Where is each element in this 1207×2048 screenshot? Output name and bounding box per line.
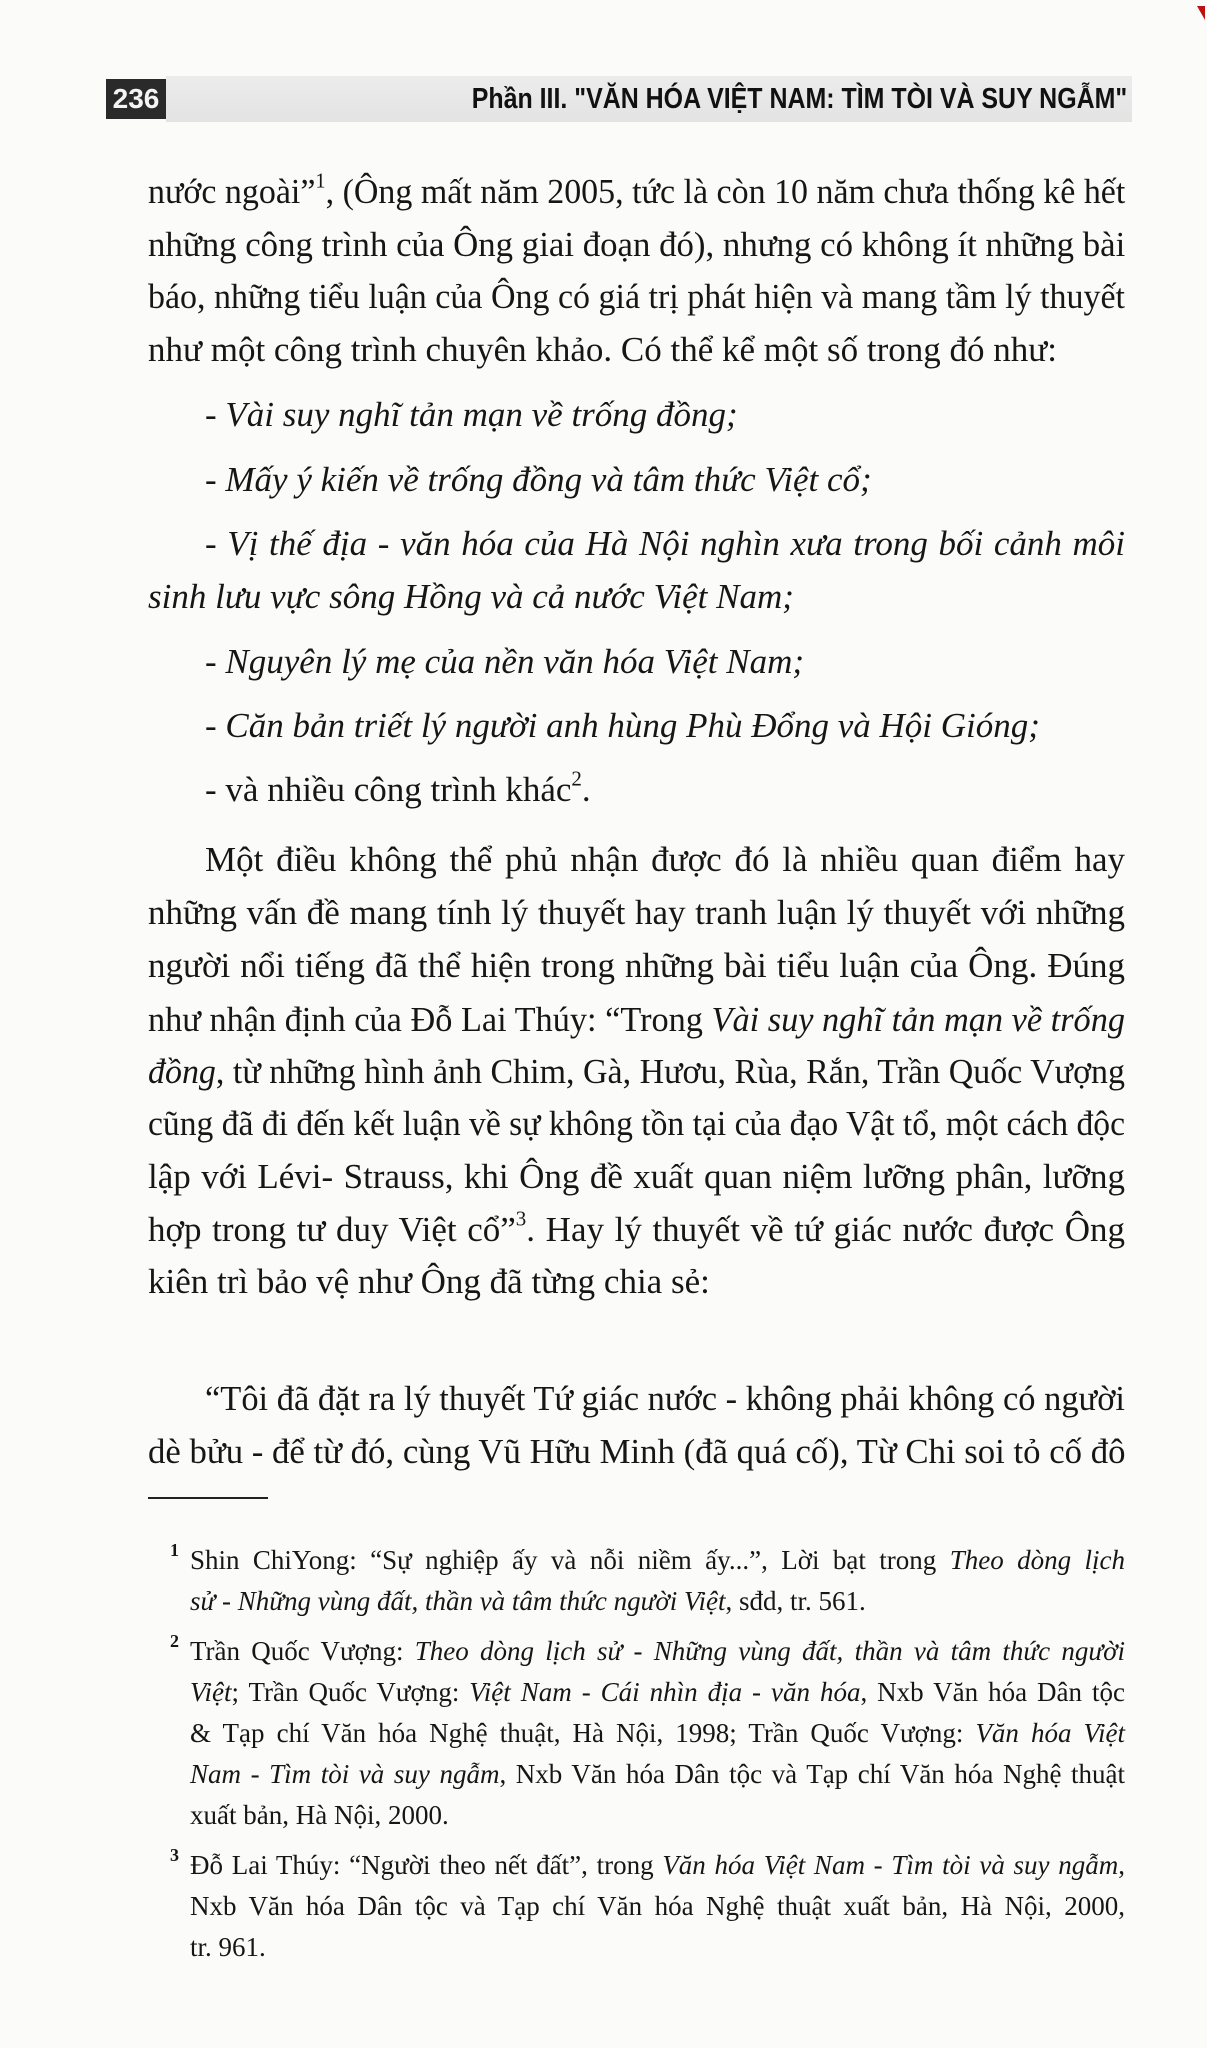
italic-text: sinh lưu vực sông Hồng và cả nước Việt Nam; <box>148 577 794 616</box>
page-corner-mark <box>1197 6 1205 20</box>
text-segment: , sđd, tr. 561. <box>725 1586 866 1616</box>
italic-text: Việt <box>190 1677 232 1707</box>
body-line <box>205 458 872 502</box>
text-segment: . Hay lý thuyết về tứ giác nước được Ông <box>526 1210 1125 1249</box>
italic-text: Việt Nam - Cái nhìn địa - văn hóa <box>469 1677 861 1707</box>
text-segment: , <box>1118 1850 1125 1880</box>
body-line <box>205 1377 1125 1421</box>
body-line <box>148 1208 1125 1252</box>
footnote-line <box>190 1542 1125 1578</box>
body-line <box>148 1102 1125 1146</box>
footnote-line <box>190 1797 1125 1833</box>
footnote-line <box>190 1929 1125 1965</box>
body-line <box>148 891 1125 935</box>
body-line <box>205 393 738 437</box>
italic-text: đồng <box>148 1052 216 1091</box>
footnote-reference[interactable]: 3 <box>515 1206 527 1231</box>
footnote-line <box>190 1633 1125 1669</box>
footnote-line <box>190 1888 1125 1924</box>
text-segment: tr. 961. <box>190 1932 266 1962</box>
text-segment: Nxb Văn hóa Dân tộc và Tạp chí Văn hóa Nghệ thuật xuất bản, Hà Nội, 2000, <box>190 1891 1125 1921</box>
body-line <box>148 998 1125 1042</box>
italic-text: Văn hóa Việt Nam - Tìm tòi và suy ngẫm <box>662 1850 1119 1880</box>
italic-text: - Mấy ý kiến về trống đồng và tâm thức Việt cổ; <box>205 460 872 499</box>
text-segment: như nhận định của Đỗ Lai Thúy: “Trong <box>148 1000 712 1039</box>
body-line <box>148 1155 1125 1199</box>
text-segment: . <box>581 770 591 809</box>
page-number: 236 <box>106 79 166 119</box>
text-segment: , từ những hình ảnh Chim, Gà, Hươu, Rùa, Rắn, Trần Quốc Vượng <box>215 1052 1125 1091</box>
text-segment: , Nxb Văn hóa Dân tộc và Tạp chí Văn hóa Nghệ thuật <box>499 1759 1125 1789</box>
text-segment: Trần Quốc Vượng: <box>190 1636 415 1666</box>
footnote-number: 1 <box>170 1540 179 1560</box>
footnote-line <box>190 1847 1125 1883</box>
text-segment: - và nhiều công trình khác <box>205 770 572 809</box>
footnote-number: 2 <box>170 1631 179 1651</box>
body-line <box>148 170 1125 214</box>
footnote-line <box>190 1583 1125 1619</box>
text-segment: hợp trong tư duy Việt cổ” <box>148 1210 516 1249</box>
text-segment: cũng đã đi đến kết luận về sự không tồn tại của đạo Vật tổ, một cách độc <box>148 1104 1125 1143</box>
body-line <box>148 223 1125 267</box>
footnote-line <box>190 1756 1125 1792</box>
text-segment: kiên trì bảo vệ như Ông đã từng chia sẻ: <box>148 1262 710 1301</box>
footnote-number: 3 <box>170 1845 179 1865</box>
text-segment: “Tôi đã đặt ra lý thuyết Tứ giác nước - không phải không có người <box>205 1379 1126 1418</box>
text-segment: xuất bản, Hà Nội, 2000. <box>190 1800 449 1830</box>
italic-text: sử - Những vùng đất, thần và tâm thức người Việt <box>190 1586 726 1616</box>
body-line <box>205 704 1040 748</box>
footnote-line <box>190 1674 1125 1710</box>
text-segment: ; Trần Quốc Vượng: <box>231 1677 470 1707</box>
footnote-line <box>190 1715 1125 1751</box>
text-segment: nước ngoài” <box>148 172 316 211</box>
text-segment: Đỗ Lai Thúy: “Người theo nết đất”, trong <box>190 1850 663 1880</box>
italic-text: Nam - Tìm tòi và suy ngẫm <box>190 1759 500 1789</box>
italic-text: - Vị thế địa - văn hóa của Hà Nội nghìn xưa trong bối cảnh môi <box>205 524 1125 563</box>
text-segment: Một điều không thể phủ nhận được đó là nhiều quan điểm hay <box>205 840 1125 879</box>
footnote-reference[interactable]: 2 <box>571 766 582 791</box>
body-line <box>148 1050 1125 1094</box>
text-segment: , (Ông mất năm 2005, tức là còn 10 năm chưa thống kê hết <box>325 172 1126 211</box>
body-line <box>205 768 591 812</box>
text-segment: Shin ChiYong: “Sự nghiệp ấy và nỗi niềm ấy...”, Lời bạt trong <box>190 1545 950 1575</box>
italic-text: Theo dòng lịch sử - Những vùng đất, thần và tâm thức người <box>414 1636 1125 1666</box>
body-line <box>148 1430 1125 1474</box>
italic-text: Vài suy nghĩ tản mạn về trống <box>711 1000 1125 1039</box>
body-line <box>148 575 794 619</box>
footnote-divider <box>148 1497 268 1499</box>
italic-text: - Nguyên lý mẹ của nền văn hóa Việt Nam; <box>205 642 805 681</box>
text-segment: những công trình của Ông giai đoạn đó), nhưng có không ít những bài <box>148 225 1126 264</box>
text-segment: người nổi tiếng đã thể hiện trong những bài tiểu luận của Ông. Đúng <box>148 946 1125 985</box>
italic-text: - Căn bản triết lý người anh hùng Phù Đổng và Hội Gióng; <box>205 706 1040 745</box>
body-line <box>205 640 804 684</box>
footnote-reference[interactable]: 1 <box>315 168 326 193</box>
text-segment: , Nxb Văn hóa Dân tộc <box>860 1677 1125 1707</box>
running-header-title: Phần III. "VĂN HÓA VIỆT NAM: TÌM TÒI VÀ SUY NGẪM" <box>471 83 1127 115</box>
body-line <box>148 1260 710 1304</box>
text-segment: lập với Lévi- Strauss, khi Ông đề xuất quan niệm lưỡng phân, lưỡng <box>148 1157 1125 1196</box>
body-line <box>205 838 1125 882</box>
italic-text: Theo dòng lịch <box>949 1545 1125 1575</box>
text-segment: dè bửu - để từ đó, cùng Vũ Hữu Minh (đã quá cố), Từ Chi soi tỏ cố đô <box>148 1432 1126 1471</box>
italic-text: - Vài suy nghĩ tản mạn về trống đồng; <box>205 395 738 434</box>
body-line <box>205 522 1125 566</box>
text-segment: & Tạp chí Văn hóa Nghệ thuật, Hà Nội, 1998; Trần Quốc Vượng: <box>190 1718 976 1748</box>
text-segment: như một công trình chuyên khảo. Có thể kể một số trong đó như: <box>148 330 1057 369</box>
italic-text: Văn hóa Việt <box>975 1718 1125 1748</box>
text-segment: báo, những tiểu luận của Ông có giá trị phát hiện và mang tầm lý thuyết <box>148 277 1125 316</box>
body-line <box>148 275 1125 319</box>
body-line <box>148 328 1057 372</box>
text-segment: những vấn đề mang tính lý thuyết hay tranh luận lý thuyết với những <box>148 893 1125 932</box>
body-line <box>148 944 1125 988</box>
